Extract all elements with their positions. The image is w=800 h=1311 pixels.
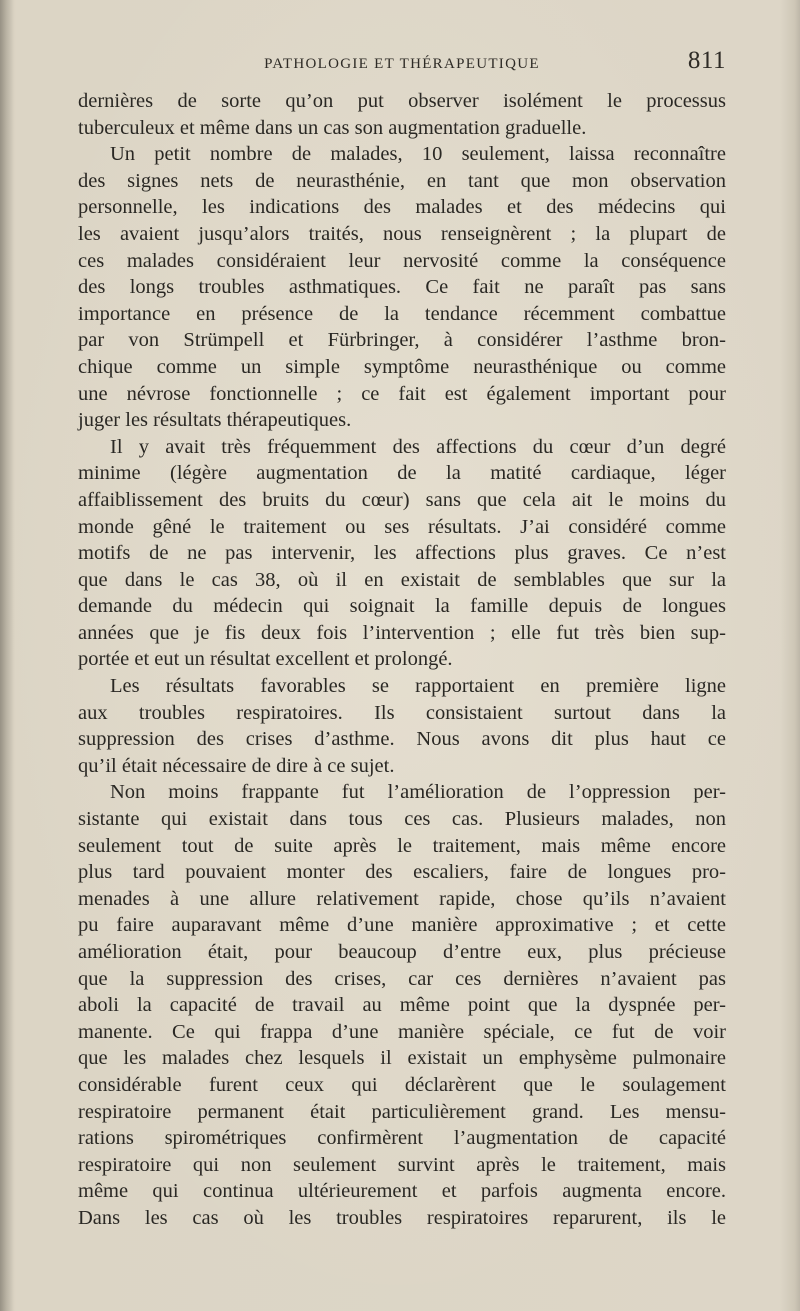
running-head (78, 46, 726, 76)
text-line: les avaient jusqu’alors traités, nous renseignèrent ; la plupart de (78, 222, 726, 245)
text-line: portée et eut un résultat excellent et prolongé. (78, 648, 453, 671)
text-line: rations spirométriques confirmèrent l’augmentation de capacité (78, 1127, 726, 1150)
text-line: personnelle, les indications des malades et des médecins qui (78, 196, 726, 219)
text-line: qu’il était nécessaire de dire à ce sujet. (78, 754, 395, 777)
text-line: Un petit nombre de malades, 10 seulement, laissa reconnaître (110, 143, 726, 166)
text-line: même qui continua ultérieurement et parfois augmenta encore. (78, 1180, 726, 1203)
text-line: importance en présence de la tendance récemment combattue (78, 302, 726, 325)
running-title: PATHOLOGIE ET THÉRAPEUTIQUE (264, 56, 540, 72)
text-line: par von Strümpell et Fürbringer, à considérer l’asthme bron- (78, 329, 726, 352)
text-line: suppression des crises d’asthme. Nous avons dit plus haut ce (78, 728, 726, 751)
text-line: Dans les cas où les troubles respiratoires reparurent, ils le (78, 1206, 726, 1229)
binding-shadow (0, 0, 14, 1311)
text-line: Non moins frappante fut l’amélioration de l’oppression per- (110, 781, 726, 804)
text-line: tuberculeux et même dans un cas son augmentation graduelle. (78, 116, 587, 139)
text-line: pu faire auparavant même d’une manière approximative ; et cette (78, 914, 726, 937)
text-line: considérable furent ceux qui déclarèrent que le soulagement (78, 1073, 726, 1096)
text-line: affaiblissement des bruits du cœur) sans que cela ait le moins du (78, 488, 726, 511)
text-line: une névrose fonctionnelle ; ce fait est également important pour (78, 382, 726, 405)
text-line: manente. Ce qui frappa d’une manière spéciale, ce fut de voir (78, 1020, 726, 1043)
text-line: aux troubles respiratoires. Ils consistaient surtout dans la (78, 701, 726, 724)
text-line: amélioration était, pour beaucoup d’entre eux, plus précieuse (78, 941, 726, 963)
text-line: demande du médecin qui soignait la famille depuis de longues (78, 595, 726, 618)
text-line: chique comme un simple symptôme neurasthénique ou comme (78, 355, 726, 378)
text-line: respiratoire qui non seulement survint après le traitement, mais (78, 1153, 726, 1176)
text-line: menades à une allure relativement rapide, chose qu’ils n’avaient (78, 887, 726, 910)
text-line: Les résultats favorables se rapportaient en première ligne (110, 675, 726, 698)
text-line: ces malades considéraient leur nervosité comme la conséquence (78, 249, 726, 272)
text-line: respiratoire permanent était particulièrement grand. Les mensu- (78, 1100, 726, 1123)
text-line: Il y avait très fréquemment des affections du cœur d’un degré (110, 435, 726, 458)
text-line: années que je fis deux fois l’intervention ; elle fut très bien sup- (78, 621, 726, 644)
text-line: minime (légère augmentation de la matité cardiaque, léger (78, 462, 726, 485)
text-line: motifs de ne pas intervenir, les affections plus graves. Ce n’est (78, 542, 726, 565)
text-line: que les malades chez lesquels il existait un emphysème pulmonaire (78, 1047, 726, 1070)
text-line: seulement tout de suite après le traitement, mais même encore (78, 834, 726, 857)
text-line: plus tard pouvaient monter des escaliers, faire de longues pro- (78, 861, 726, 884)
text-line: que la suppression des crises, car ces dernières n’avaient pas (78, 967, 726, 990)
text-line: que dans le cas 38, où il en existait de semblables que sur la (78, 568, 726, 591)
text-line: des longs troubles asthmatiques. Ce fait ne paraît pas sans (78, 276, 726, 299)
text-line: aboli la capacité de travail au même point que la dyspnée per- (78, 994, 726, 1017)
text-line: juger les résultats thérapeutiques. (78, 409, 352, 432)
page-number: 811 (687, 47, 726, 74)
text-line: monde gêné le traitement ou ses résultats. J’ai considéré comme (78, 515, 726, 538)
text-line: dernières de sorte qu’on put observer isolément le processus (78, 90, 726, 112)
body-text (78, 88, 726, 1232)
text-line: sistante qui existait dans tous ces cas. Plusieurs malades, non (78, 808, 726, 831)
text-line: des signes nets de neurasthénie, en tant que mon observation (78, 169, 726, 192)
